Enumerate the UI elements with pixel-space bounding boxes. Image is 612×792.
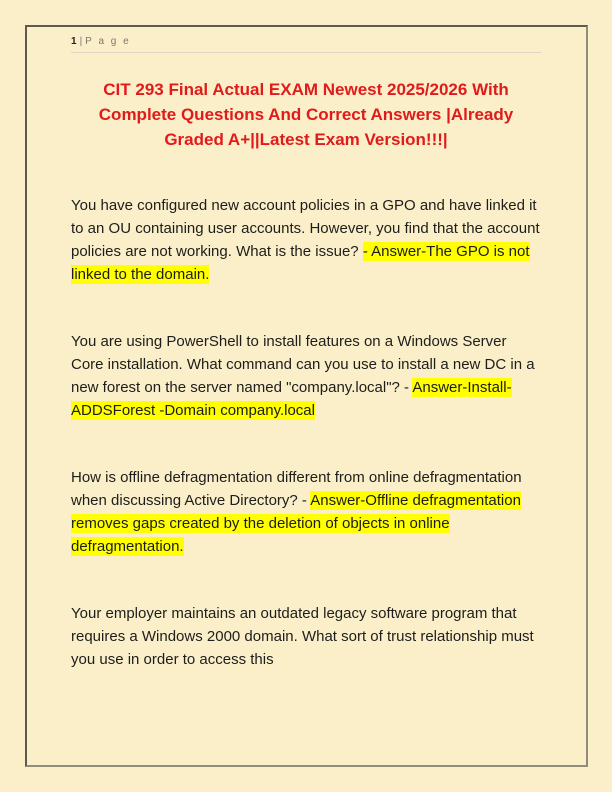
page-number: 1 <box>71 36 78 47</box>
answer-text-highlighted-2: Answer-Install-ADDSForest -Domain company.local <box>71 379 512 419</box>
page-label: P a g e <box>85 36 131 47</box>
question-text-4: Your employer maintains an outdated legacy software program that requires a Windows 2000 domain. What sort of trust relationship must you use in order to access this <box>71 605 534 668</box>
page-number-separator: | <box>79 36 84 47</box>
page-content <box>71 36 541 671</box>
answer-text-highlighted-3: Answer-Offline defragmentation removes gaps created by the deletion of objects in online defragmentation. <box>71 492 521 555</box>
question-text-3: How is offline defragmentation different from online defragmentation when discussing Active Directory? - <box>71 469 522 509</box>
qa-paragraph-4 <box>71 602 541 671</box>
page-header <box>71 36 541 53</box>
title-line-1: CIT 293 Final Actual EXAM Newest 2025/2026 With <box>103 80 509 99</box>
qa-paragraph-2 <box>71 330 541 422</box>
question-text-2: You are using PowerShell to install features on a Windows Server Core installation. What command can you use to install a new DC in a new forest on the server named "company.local"? - <box>71 333 535 396</box>
qa-paragraph-3 <box>71 466 541 558</box>
title-line-3: Graded A+||Latest Exam Version!!!| <box>164 130 448 149</box>
title-line-2: Complete Questions And Correct Answers |Already <box>98 105 514 124</box>
qa-paragraph-1 <box>71 194 541 286</box>
answer-text-highlighted-1: - Answer-The GPO is not linked to the domain. <box>71 243 530 283</box>
document-title <box>71 77 541 152</box>
question-text-1: You have configured new account policies in a GPO and have linked it to an OU containing user accounts. However, you find that the account policies are not working. What is the issue? <box>71 197 540 260</box>
